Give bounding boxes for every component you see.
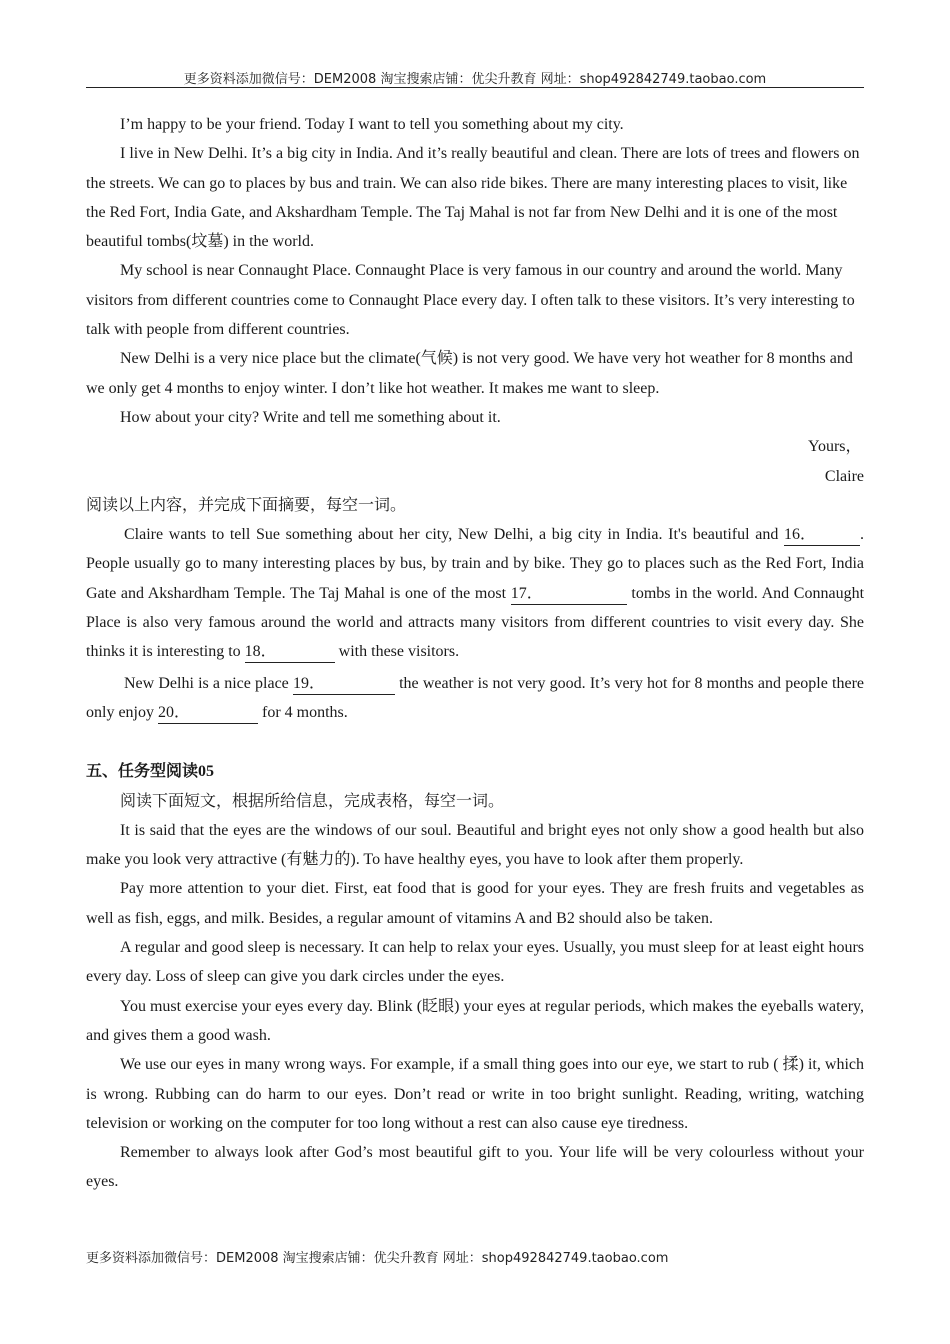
letter-closing: Yours， xyxy=(808,438,862,456)
passage-paragraph-1: It is said that the eyes are the windows of our soul. Beautiful and bright eyes not only show a good health but also make you look very attractive (有魅力的). To have healthy eyes, you have to look after them properly. xyxy=(86,821,864,869)
blank-20[interactable]: 20． xyxy=(158,703,258,724)
letter-paragraph-2: I live in New Delhi. It’s a big city in India. And it’s really beautiful and clean. There are lots of trees and flowers on the streets. We can go to places by bus and train. We can also ride bikes. There are many interesting places to visit, like the Red Fort, India Gate, and Akshardham Temple. The Taj Mahal is not far from New Delhi and it is one of the most beautiful tombs(坟墓) in the world. xyxy=(86,145,860,251)
passage-paragraph-2: Pay more attention to your diet. First, eat food that is good for your eyes. They are fresh fruits and vegetables as well as fish, eggs, and milk. Besides, a regular amount of vitamins A and B2 should also be taken. xyxy=(86,880,864,927)
summary-text: the weather is not very good. It’s very hot for 8 months and people there only enjoy xyxy=(86,674,864,721)
blank-19[interactable]: 19． xyxy=(293,674,395,695)
section-instruction: 阅读下面短文，根据所给信息，完成表格，每空一词。 xyxy=(120,792,505,810)
passage-paragraph-4: You must exercise your eyes every day. Blink (眨眼) your eyes at regular periods, which makes the eyeballs watery, and gives them a good wash. xyxy=(86,997,864,1044)
summary-text: Claire wants to tell Sue something about her city, New Delhi, a big city in India. It's beautiful and xyxy=(124,526,784,544)
summary-text: for 4 months. xyxy=(258,703,348,721)
letter-paragraph-5: How about your city? Write and tell me something about it. xyxy=(120,408,501,426)
summary-instruction: 阅读以上内容，并完成下面摘要，每空一词。 xyxy=(86,496,407,514)
section-title: 五、任务型阅读05 xyxy=(86,763,215,781)
blank-18[interactable]: 18． xyxy=(245,642,335,663)
summary-text: New Delhi is a nice place xyxy=(124,674,293,692)
page-footer: 更多资料添加微信号：DEM2008 淘宝搜索店铺：优尖升教育 网址：shop492842749.taobao.com xyxy=(86,1251,669,1266)
summary-paragraph-2 xyxy=(86,669,864,728)
letter-paragraph-1: I’m happy to be your friend. Today I want to tell you something about my city. xyxy=(120,116,624,133)
summary-text: with these visitors. xyxy=(334,643,460,661)
summary-paragraph-1 xyxy=(86,520,864,666)
letter-signature: Claire xyxy=(824,467,864,485)
summary-text: . People usually go to many interesting places by bus, by train and by bike. They go to places such as the Red Fort, India Gate and Akshardham Temple. The Taj Mahal is one of the most xyxy=(86,526,864,602)
letter-paragraph-4: New Delhi is a very nice place but the climate(气候) is not very good. We have very hot weather for 8 months and we only get 4 months to enjoy winter. I don’t like hot weather. It makes me want to sleep. xyxy=(86,350,853,397)
page-content xyxy=(86,110,864,1197)
header-divider xyxy=(86,87,864,88)
blank-16[interactable]: 16． xyxy=(784,525,860,546)
passage-paragraph-6: Remember to always look after God’s most beautiful gift to you. Your life will be very colourless without your eyes. xyxy=(86,1144,864,1191)
passage-paragraph-3: A regular and good sleep is necessary. It can help to relax your eyes. Usually, you must sleep for at least eight hours every day. Loss of sleep can give you dark circles under the eyes. xyxy=(86,939,864,986)
summary-text: tombs in the world. And Connaught Place is also very famous around the world and attracts many visitors from different countries to visit every day. She thinks it is interesting to xyxy=(86,584,865,661)
page-header: 更多资料添加微信号：DEM2008 淘宝搜索店铺：优尖升教育 网址：shop492842749.taobao.com xyxy=(183,72,767,87)
letter-paragraph-3: My school is near Connaught Place. Connaught Place is very famous in our country and around the world. Many visitors from different countries come to Connaught Place every day. I often talk to these visitors. It’s very interesting to talk with people from different countries. xyxy=(86,262,855,339)
passage-paragraph-5: We use our eyes in many wrong ways. For example, if a small thing goes into our eye, we start to rub ( 揉) it, which is wrong. Rubbing can do harm to our eyes. Don’t read or write in too bright sunlight. Reading, writing, watching television or working on the computer for too long without a rest can also cause eye tiredness. xyxy=(86,1056,864,1132)
blank-17[interactable]: 17． xyxy=(511,584,627,605)
